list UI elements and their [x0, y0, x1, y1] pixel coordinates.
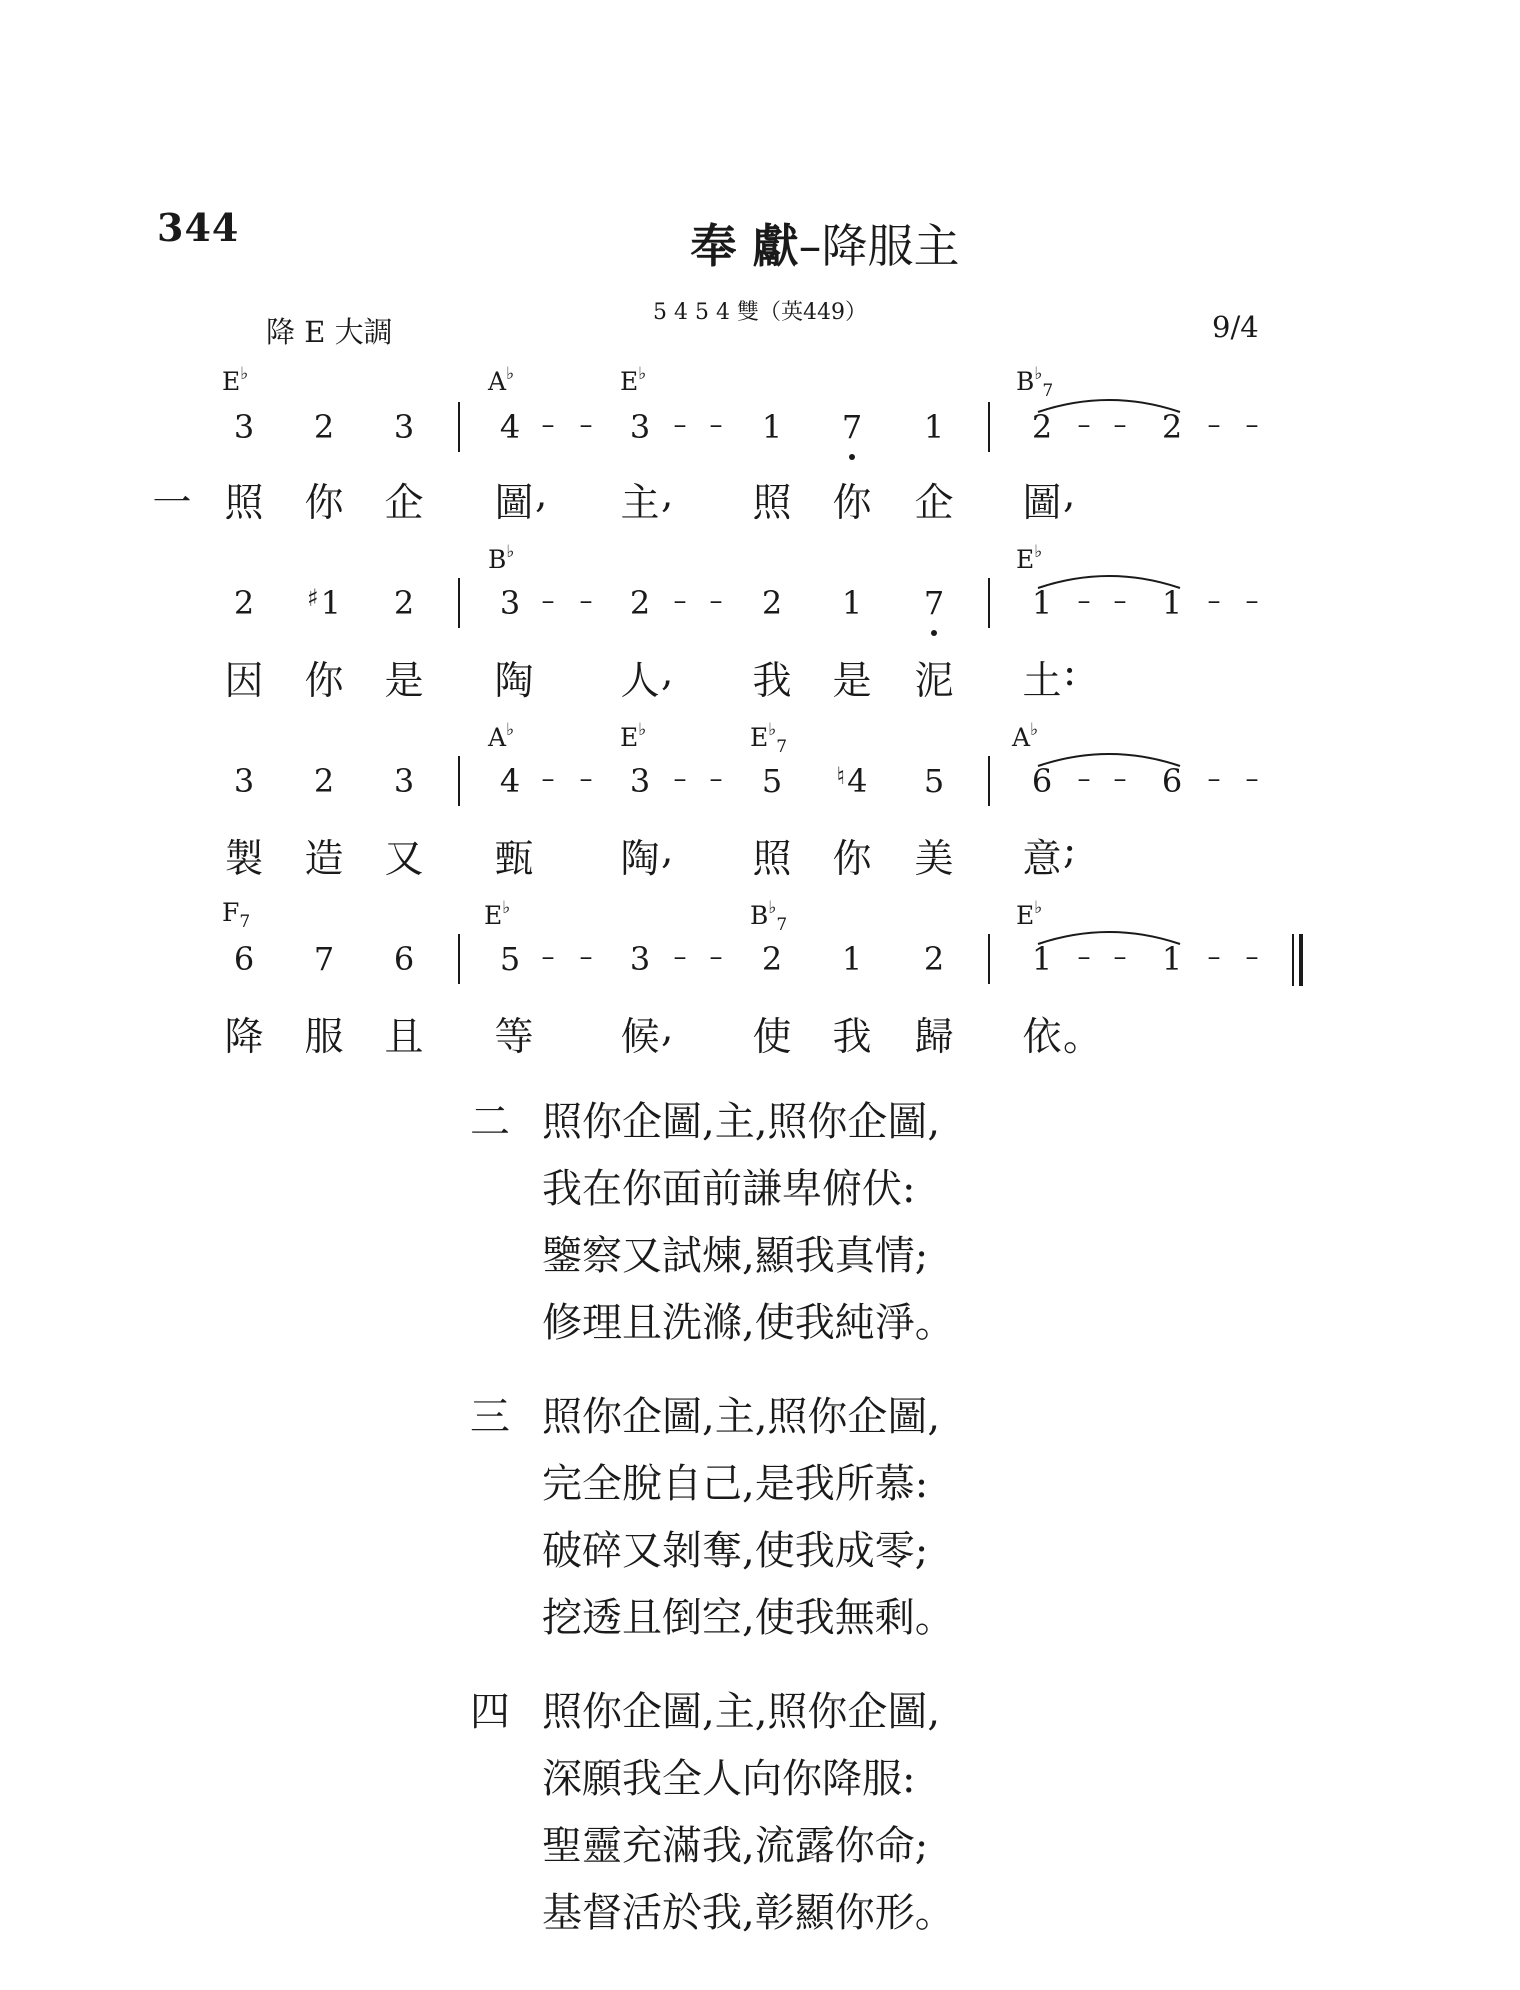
lyric-syllable: [379, 1006, 429, 1062]
lyric-syllable: [909, 650, 959, 706]
note: [752, 408, 792, 446]
lyric-punctuation: ,: [661, 650, 674, 695]
syllable-text: 圖: [494, 481, 534, 526]
hold-dash: –: [1113, 586, 1127, 616]
accidental-icon: ♯: [307, 584, 319, 612]
chord-symbol: [488, 364, 514, 396]
syllable-text: 候: [620, 1015, 660, 1060]
note-number: 3: [393, 408, 415, 446]
lower-octave-dot: [849, 454, 855, 460]
lyric-syllable: [1017, 650, 1077, 706]
note-number: 7: [923, 584, 945, 622]
chord-symbol: [750, 898, 787, 935]
hold-dash: –: [541, 764, 555, 794]
lyric-syllable: [379, 472, 429, 528]
hold-dash: –: [1207, 410, 1221, 440]
note-number: 4: [499, 762, 521, 800]
note: [384, 408, 424, 446]
lyric-syllable: [299, 1006, 349, 1062]
flat-icon: ♭: [506, 542, 515, 562]
lyric-syllable: [909, 472, 959, 528]
barline: [458, 934, 460, 984]
lyric-syllable: [909, 1006, 959, 1062]
note: [752, 584, 792, 622]
verse-line: 照你企圖,主,照你企圖,: [542, 1689, 941, 1735]
note: [304, 584, 344, 622]
hold-dash: –: [673, 942, 687, 972]
syllable-text: 製: [224, 837, 264, 882]
note-number: 3: [233, 762, 255, 800]
note-number: 2: [233, 584, 255, 622]
note-number: 6: [393, 940, 415, 978]
flat-icon: ♭: [506, 720, 515, 740]
note-number: 1: [1161, 940, 1183, 978]
note-number: 1: [1031, 584, 1053, 622]
note: [304, 408, 344, 446]
hold-dash: –: [1113, 764, 1127, 794]
verse-number: 四: [470, 1689, 510, 1735]
chord-root: E: [620, 723, 639, 752]
barline: [458, 578, 460, 628]
verse-line: 我在你面前謙卑俯伏:: [542, 1166, 916, 1212]
note-number: 2: [761, 940, 783, 978]
verse-line: 聖靈充滿我,流露你命;: [542, 1823, 929, 1869]
hymn-number: 344: [157, 205, 240, 250]
chord-root: E: [750, 723, 769, 752]
chord-root: E: [484, 901, 503, 930]
note-number: 7: [841, 408, 863, 446]
note: [620, 940, 660, 978]
hold-dash: –: [541, 942, 555, 972]
lyric-syllable: [827, 472, 877, 528]
note: [224, 940, 264, 978]
note-number: 1: [1031, 940, 1053, 978]
chord-symbol: [488, 542, 514, 574]
note: [224, 408, 264, 446]
hold-dash: –: [1207, 586, 1221, 616]
hold-dash: –: [1245, 410, 1259, 440]
lyric-punctuation: ,: [661, 472, 674, 517]
syllable-text: 照: [752, 837, 792, 882]
lyric-syllable: [489, 1006, 539, 1062]
lower-octave-dot: [931, 630, 937, 636]
hold-dash: –: [1077, 942, 1091, 972]
lyric-syllable: [747, 1006, 797, 1062]
note-number: 6: [233, 940, 255, 978]
note-number: 1: [761, 408, 783, 446]
chord-symbol: [620, 720, 646, 752]
lyric-syllable: [615, 650, 674, 706]
syllable-text: 造: [304, 837, 344, 882]
chord-symbol: [620, 364, 646, 396]
chord-extension: 7: [776, 915, 788, 935]
lyric-punctuation: 。: [1063, 1015, 1103, 1060]
hold-dash: –: [709, 764, 723, 794]
note: [384, 584, 424, 622]
lyric-punctuation: ,: [661, 1006, 674, 1051]
chord-root: B: [750, 901, 769, 930]
hold-dash: –: [579, 410, 593, 440]
lyric-syllable: [615, 1006, 674, 1062]
lyric-punctuation: ,: [1063, 472, 1076, 517]
note-number: 1: [1161, 584, 1183, 622]
syllable-text: 照: [224, 481, 264, 526]
lyric-syllable: [299, 828, 349, 884]
syllable-text: 且: [384, 1015, 424, 1060]
syllable-text: 你: [832, 837, 872, 882]
note-number: 2: [1031, 408, 1053, 446]
syllable-text: 又: [384, 837, 424, 882]
key-signature: 降 E 大調: [266, 315, 393, 349]
hold-dash: –: [579, 942, 593, 972]
verse-line: 鑒察又試煉,顯我真情;: [542, 1233, 929, 1279]
title-main: 奉 獻: [690, 219, 799, 273]
lyric-syllable: [489, 828, 539, 884]
lyric-syllable: [909, 828, 959, 884]
chord-extension: 7: [1042, 381, 1054, 401]
hold-dash: –: [1077, 410, 1091, 440]
verse-line: 完全脫自己,是我所慕:: [542, 1461, 929, 1507]
hold-dash: –: [709, 942, 723, 972]
tie-arc: [1034, 392, 1184, 416]
note: [490, 762, 530, 800]
lyric-syllable: [379, 828, 429, 884]
syllable-text: 主: [620, 481, 660, 526]
time-signature: 9/4: [1212, 310, 1259, 344]
lyric-syllable: [1017, 472, 1076, 528]
flat-icon: ♭: [768, 720, 777, 740]
verse-line: 破碎又剝奪,使我成零;: [542, 1528, 929, 1574]
note-number: 3: [499, 584, 521, 622]
note-number: 3: [393, 762, 415, 800]
note-number: 5: [499, 940, 521, 978]
verse-number: 二: [470, 1099, 510, 1145]
lyric-punctuation: ,: [661, 828, 674, 873]
hold-dash: –: [709, 410, 723, 440]
barline: [988, 402, 990, 452]
lyric-punctuation: ;: [1063, 828, 1077, 873]
note-number: 5: [923, 762, 945, 800]
syllable-text: 我: [832, 1015, 872, 1060]
chord-symbol: [484, 898, 510, 930]
hold-dash: –: [709, 586, 723, 616]
flat-icon: ♭: [1034, 364, 1043, 384]
note: [832, 584, 872, 622]
hold-dash: –: [1245, 764, 1259, 794]
note-number: 7: [313, 940, 335, 978]
note: [620, 408, 660, 446]
verse-line: 照你企圖,主,照你企圖,: [542, 1099, 941, 1145]
note: [490, 940, 530, 978]
verse-line: 深願我全人向你降服:: [542, 1756, 916, 1802]
syllable-text: 依: [1022, 1015, 1062, 1060]
lyric-syllable: [299, 650, 349, 706]
note: [832, 940, 872, 978]
note: [914, 408, 954, 446]
title-dash: –: [798, 219, 822, 273]
barline: [988, 756, 990, 806]
lyric-syllable: [489, 472, 548, 528]
note: [914, 940, 954, 978]
note-number: 5: [761, 762, 783, 800]
note: [832, 408, 872, 446]
syllable-text: 降: [224, 1015, 264, 1060]
note-number: 1: [923, 408, 945, 446]
syllable-text: 是: [832, 659, 872, 704]
hymn-title: [0, 210, 1520, 276]
note: [224, 584, 264, 622]
lyric-syllable: [827, 650, 877, 706]
syllable-text: 你: [832, 481, 872, 526]
note-number: 2: [761, 584, 783, 622]
lyric-syllable: [615, 472, 674, 528]
chord-root: E: [222, 367, 241, 396]
chord-root: A: [488, 367, 507, 396]
note: [384, 940, 424, 978]
chord-root: B: [1016, 367, 1035, 396]
chord-root: A: [488, 723, 507, 752]
lyric-syllable: [219, 472, 269, 528]
hold-dash: –: [1113, 410, 1127, 440]
note-number: 2: [393, 584, 415, 622]
flat-icon: ♭: [506, 364, 515, 384]
lyric-syllable: [219, 1006, 269, 1062]
title-sub: 降服主: [821, 219, 960, 273]
accidental-icon: ♮: [836, 762, 846, 790]
hold-dash: –: [673, 410, 687, 440]
flat-icon: ♭: [638, 720, 647, 740]
chord-symbol: [222, 898, 250, 932]
note: [620, 584, 660, 622]
note: [304, 762, 344, 800]
syllable-text: 你: [304, 659, 344, 704]
note-number: 1: [841, 940, 863, 978]
flat-icon: ♭: [1034, 898, 1043, 918]
note: [832, 762, 872, 800]
note: [620, 762, 660, 800]
note-number: 2: [313, 408, 335, 446]
note-number: 3: [629, 940, 651, 978]
lyric-punctuation: :: [1063, 650, 1077, 695]
hold-dash: –: [1113, 942, 1127, 972]
syllable-text: 圖: [1022, 481, 1062, 526]
flat-icon: ♭: [502, 898, 511, 918]
lyric-syllable: [747, 650, 797, 706]
hold-dash: –: [579, 764, 593, 794]
verse-line: 修理且洗滌,使我純淨。: [542, 1300, 955, 1346]
note-number: 3: [233, 408, 255, 446]
verse-line: 挖透且倒空,使我無剩。: [542, 1595, 955, 1641]
note: [752, 762, 792, 800]
lyric-syllable: [1017, 828, 1077, 884]
flat-icon: ♭: [768, 898, 777, 918]
flat-icon: ♭: [638, 364, 647, 384]
lyric-syllable: [299, 472, 349, 528]
lyric-syllable: [219, 828, 269, 884]
syllable-text: 泥: [914, 659, 954, 704]
tie-arc: [1034, 924, 1184, 948]
syllable-text: 照: [752, 481, 792, 526]
syllable-text: 陶: [620, 837, 660, 882]
barline: [988, 578, 990, 628]
tie-arc: [1034, 568, 1184, 592]
syllable-text: 人: [620, 659, 660, 704]
meter-info: 5 4 5 4 雙（英449）: [653, 300, 867, 325]
barline: [458, 756, 460, 806]
flat-icon: ♭: [1034, 542, 1043, 562]
note-number: 6: [1161, 762, 1183, 800]
syllable-text: 歸: [914, 1015, 954, 1060]
lyric-syllable: [615, 828, 674, 884]
chord-symbol: [222, 364, 248, 396]
syllable-text: 甄: [494, 837, 534, 882]
lyric-syllable: [747, 828, 797, 884]
lyric-syllable: [827, 828, 877, 884]
note-number: 2: [313, 762, 335, 800]
final-barline: [1292, 934, 1303, 986]
verse-number: 三: [470, 1394, 510, 1440]
lyric-syllable: [489, 650, 539, 706]
hold-dash: –: [541, 586, 555, 616]
lyric-syllable: [219, 650, 269, 706]
lyric-syllable: [379, 650, 429, 706]
verse-line: 基督活於我,彰顯你形。: [542, 1890, 955, 1936]
syllable-text: 企: [914, 481, 954, 526]
barline: [988, 934, 990, 984]
hold-dash: –: [1245, 586, 1259, 616]
note: [752, 940, 792, 978]
note: [224, 762, 264, 800]
syllable-text: 美: [914, 837, 954, 882]
chord-symbol: [488, 720, 514, 752]
chord-root: F: [222, 898, 240, 927]
flat-icon: ♭: [1030, 720, 1039, 740]
chord-extension: 7: [239, 912, 251, 932]
note-number: 4: [847, 762, 868, 800]
note-number: 3: [629, 762, 651, 800]
lyric-syllable: [827, 1006, 877, 1062]
syllable-text: 你: [304, 481, 344, 526]
note: [490, 584, 530, 622]
note: [490, 408, 530, 446]
note-number: 1: [841, 584, 863, 622]
flat-icon: ♭: [240, 364, 249, 384]
chord-root: E: [1016, 901, 1035, 930]
note-number: 2: [923, 940, 945, 978]
hold-dash: –: [1207, 764, 1221, 794]
syllable-text: 使: [752, 1015, 792, 1060]
syllable-text: 土: [1022, 659, 1062, 704]
lyric-punctuation: ,: [535, 472, 548, 517]
note: [384, 762, 424, 800]
chord-symbol: [750, 720, 787, 757]
chord-extension: 7: [776, 737, 788, 757]
chord-root: E: [1016, 545, 1035, 574]
hold-dash: –: [541, 410, 555, 440]
syllable-text: 等: [494, 1015, 534, 1060]
verse-line: 照你企圖,主,照你企圖,: [542, 1394, 941, 1440]
hold-dash: –: [673, 764, 687, 794]
hold-dash: –: [1077, 764, 1091, 794]
hold-dash: –: [1207, 942, 1221, 972]
chord-root: A: [1012, 723, 1031, 752]
lyric-syllable: [747, 472, 797, 528]
note-number: 2: [1161, 408, 1183, 446]
syllable-text: 陶: [494, 659, 534, 704]
syllable-text: 因: [224, 659, 264, 704]
note-number: 4: [499, 408, 521, 446]
note-number: 3: [629, 408, 651, 446]
note-number: 2: [629, 584, 651, 622]
syllable-text: 服: [304, 1015, 344, 1060]
hold-dash: –: [673, 586, 687, 616]
syllable-text: 意: [1022, 837, 1062, 882]
syllable-text: 我: [752, 659, 792, 704]
note: [304, 940, 344, 978]
note-number: 1: [320, 584, 341, 622]
chord-root: B: [488, 545, 507, 574]
lyric-syllable: [1017, 1006, 1103, 1062]
hold-dash: –: [1077, 586, 1091, 616]
syllable-text: 是: [384, 659, 424, 704]
note: [914, 762, 954, 800]
note-number: 6: [1031, 762, 1053, 800]
hold-dash: –: [1245, 942, 1259, 972]
tie-arc: [1034, 746, 1184, 770]
verse-marker: 一: [152, 481, 192, 526]
barline: [458, 402, 460, 452]
hold-dash: –: [579, 586, 593, 616]
syllable-text: 企: [384, 481, 424, 526]
note: [914, 584, 954, 622]
chord-root: E: [620, 367, 639, 396]
